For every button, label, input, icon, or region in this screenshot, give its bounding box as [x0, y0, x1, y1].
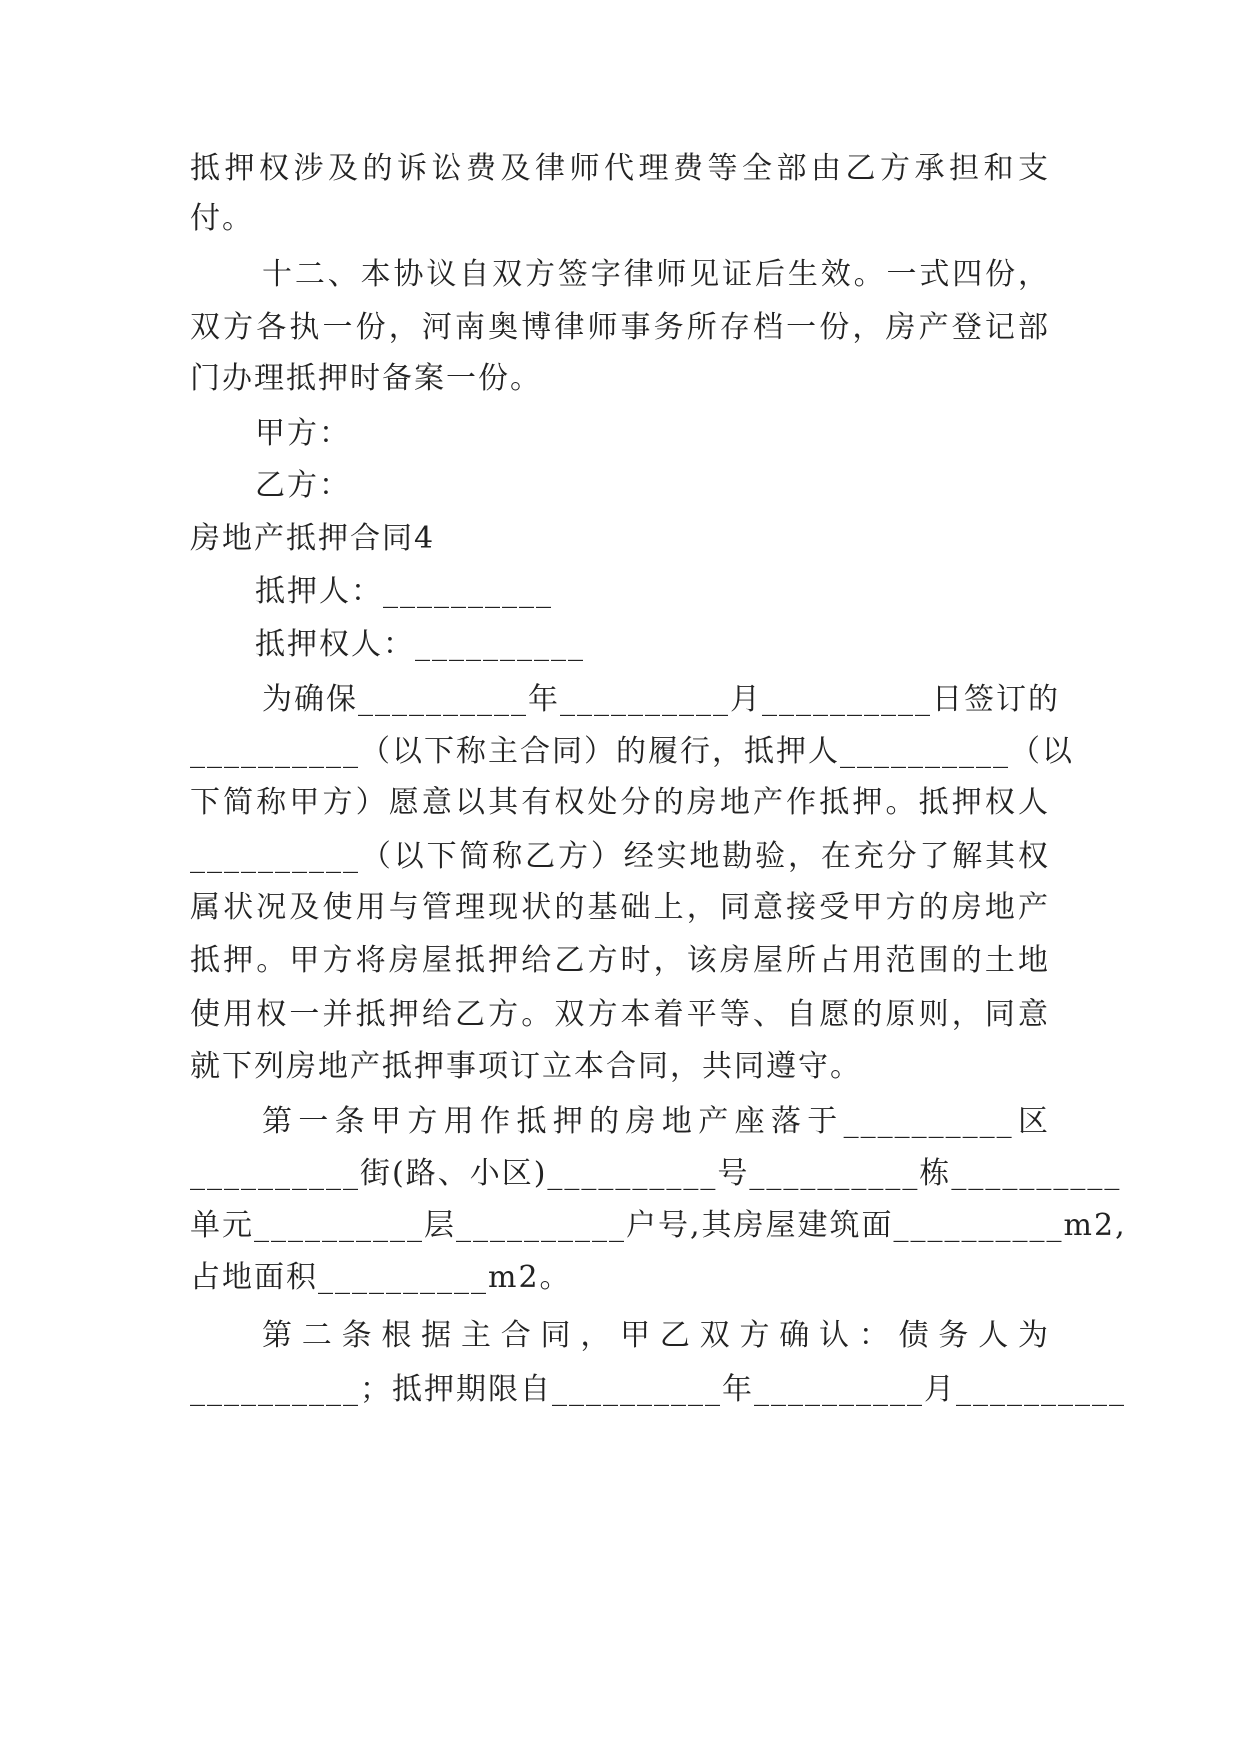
paragraph-line: 门办理抵押时备案一份。	[190, 361, 542, 396]
paragraph-line: 抵押。甲方将房屋抵押给乙方时，该房屋所占用范围的土地	[190, 943, 1050, 978]
paragraph-line: 第一条甲方用作抵押的房地产座落于__________区	[262, 1104, 1050, 1139]
paragraph-line: __________；抵押期限自__________年__________月__________	[190, 1372, 1126, 1407]
signature-label-party-a: 甲方：	[255, 416, 351, 451]
paragraph-line: 抵押权涉及的诉讼费及律师代理费等全部由乙方承担和支	[190, 151, 1050, 186]
paragraph-line: 下简称甲方）愿意以其有权处分的房地产作抵押。抵押权人	[190, 785, 1050, 820]
paragraph-line: 双方各执一份，河南奥博律师事务所存档一份，房产登记部	[190, 310, 1050, 345]
paragraph-line: 就下列房地产抵押事项订立本合同，共同遵守。	[190, 1049, 862, 1084]
paragraph-line: __________街(路、小区)__________号__________栋__________	[190, 1156, 1122, 1191]
paragraph-line: 为确保__________年__________月__________日签订的	[262, 682, 1060, 717]
paragraph-line: 第二条根据主合同，甲乙双方确认：债务人为	[262, 1318, 1050, 1353]
paragraph-line: 付。	[190, 201, 254, 236]
paragraph-line: 占地面积__________m2。	[190, 1260, 572, 1295]
section-title: 房地产抵押合同4	[190, 521, 436, 556]
paragraph-line: 使用权一并抵押给乙方。双方本着平等、自愿的原则，同意	[190, 997, 1050, 1032]
mortgagor-field: 抵押人：__________	[255, 574, 553, 609]
paragraph-line: 单元__________层__________户号,其房屋建筑面__________m2,	[190, 1208, 1127, 1243]
paragraph-line: __________（以下简称乙方）经实地勘验，在充分了解其权	[190, 839, 1050, 874]
mortgagee-field: 抵押权人：__________	[255, 627, 585, 662]
paragraph-line: __________（以下称主合同）的履行，抵押人__________（以	[190, 734, 1074, 769]
paragraph-line: 属状况及使用与管理现状的基础上，同意接受甲方的房地产	[190, 890, 1050, 925]
paragraph-line: 十二、本协议自双方签字律师见证后生效。一式四份，	[262, 257, 1050, 292]
signature-label-party-b: 乙方：	[255, 468, 351, 503]
